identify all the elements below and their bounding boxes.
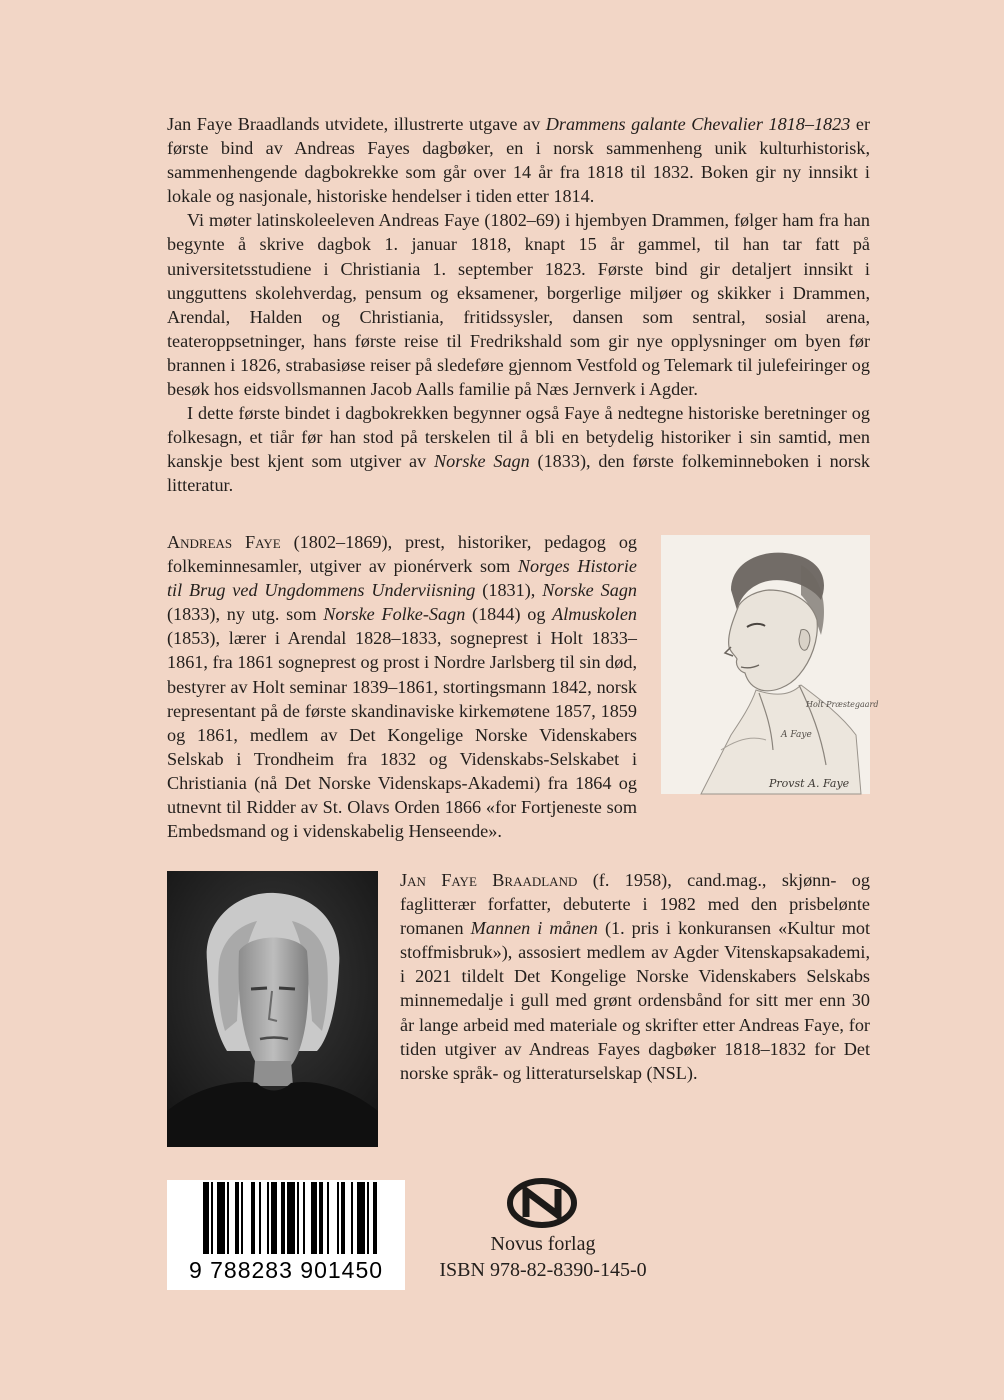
barcode-bar	[217, 1182, 225, 1254]
barcode-bar	[251, 1182, 255, 1254]
intro-p1-text-a: Jan Faye Braadlands utvidete, illustrerte utgave av	[167, 114, 546, 134]
barcode-bar	[311, 1182, 317, 1254]
publisher-name: Novus forlag	[490, 1233, 596, 1255]
barcode-bar	[211, 1182, 213, 1254]
sketch-signature-2: A Faye	[781, 730, 812, 740]
book-title: Drammens galante Chevalier 1818–1823	[545, 114, 851, 134]
intro-paragraph-2: Vi møter latinskoleeleven Andreas Faye (1802–69) i hjembyen Drammen, følger ham fra han begynte å skrive dagbok 1. januar 1818, knapt 15 år gammel, til han tar fatt på universitetsstudiene i Christiania 1. september 1823. Første bind gir detaljert innsikt i ungguttens skolehverdag, pensum og eksamener, borgerlige miljøer og skikker i Drammen, Arendal, Halden og Christiania, fritidssysler, dansen som sentral, sosial arena, teateroppsetninger, hans første reise til Fredrikshald som gir nye opplysninger om byen før brannen i 1826, strabasiøse reiser på sledeføre gjennom Vestfold og Telemark til julefeiringer og besøk hos eidsvollsmannen Jacob Aalls familie på Næs Jernverk i Agder.	[167, 210, 870, 400]
faye-bio-text-5: (1853), lærer i Arendal 1828–1833, sogneprest i Holt 1833–1861, fra 1861 sogneprest og prost i Nordre Jarlsberg til sin død, bestyrer av Holt seminar 1839–1861, stortingsmann 1842, norsk representant på de første skandinaviske kirkemøtene 1857, 1859 og 1861, medlem av Det Kongelige Norske Videnskabers Selskab i Trondheim fra 1832 og Videnskabs-Selskabet i Christiania (nå Det Norske Videnskaps-Akademi) fra 1864 og utnevnt til Ridder av St. Olavs Orden 1866 «for Fortjeneste som Embedsmand og i videnskabelig Henseende».	[167, 628, 637, 842]
barcode-bar	[327, 1182, 329, 1254]
barcode-bar	[373, 1182, 377, 1254]
sketch-signature-1: Holt Præstegaard	[806, 700, 879, 709]
faye-work-1: Norges Historie til Brug ved Ungdommens Underviisning	[167, 556, 637, 601]
intro-paragraph-1	[167, 112, 870, 208]
norske-sagn-title: Norske Sagn	[434, 451, 530, 472]
intro-p3-text-a: I dette første bindet i dagbokrekken begynner også Faye å nedtegne historiske beretninger og folkesagn, et tiår før han stod på terskelen til å bli en betydelig historiker i sin samtid, men kanskje best kjent som utgiver av	[167, 403, 870, 472]
barcode-bar	[297, 1182, 299, 1254]
barcode-number: 9 788283 901450	[188, 1257, 384, 1283]
barcode-bar	[303, 1182, 305, 1254]
intro-p3-text-b: (1833), den første folkeminneboken i norsk litteratur.	[167, 451, 870, 496]
barcode-bar	[337, 1182, 339, 1254]
faye-sketch-portrait	[661, 535, 879, 794]
barcode-bar	[367, 1182, 369, 1254]
isbn-number: ISBN 978-82-8390-145-0	[439, 1259, 647, 1281]
intro-paragraph-3	[167, 401, 870, 497]
novus-logo	[506, 1177, 578, 1229]
barcode-bar	[235, 1182, 239, 1254]
braadland-biography	[400, 868, 870, 1085]
barcode-bar	[281, 1182, 285, 1254]
barcode-bar	[351, 1182, 353, 1254]
barcode-bar	[357, 1182, 365, 1254]
isbn-barcode	[167, 1180, 405, 1290]
barcode-bar	[267, 1182, 269, 1254]
braadland-photo	[167, 871, 378, 1147]
faye-bio-text-4: (1844) og	[465, 604, 553, 625]
photo-drawing	[167, 871, 378, 1147]
intro-p1-text-b: er første bind av Andreas Fayes dagbøker, en i norsk sammenheng unik kulturhistorisk, sammenhengende dagbokrekke som går over 14 år fra 1818 til 1832. Boken gir ny innsikt i lokale og nasjonale, historiske hendelser i tiden etter 1814.	[167, 114, 871, 207]
faye-work-2: Norske Sagn	[542, 580, 638, 601]
braadland-bio-paragraph	[400, 868, 870, 1085]
braadland-bio-text-2: (1. pris i konkuransen «Kultur mot stoffmisbruk»), assosiert medlem av Agder Vitenskapsakademi, i 2021 tildelt Det Kongelige Norske Videnskabers Selskabs minnemedalje i gull med grønt ordensbånd for sitt mer enn 30 år lange arbeid med materiale og skrifter etter Andreas Faye, for tiden utgiver av Andreas Fayes dagbøker 1818–1832 for Det norske språk- og litteraturselskap (NSL).	[400, 918, 870, 1083]
barcode-bar	[287, 1182, 295, 1254]
faye-name: Andreas Faye	[167, 532, 281, 552]
sketch-signature-3: Provst A. Faye	[769, 777, 850, 790]
barcode-bar	[341, 1182, 345, 1254]
braadland-name: Jan Faye Braadland	[400, 870, 578, 890]
faye-biography	[167, 530, 637, 843]
barcode-bar	[319, 1182, 323, 1254]
barcode-bar	[259, 1182, 261, 1254]
faye-bio-paragraph	[167, 530, 637, 843]
intro-text	[167, 112, 870, 498]
faye-bio-text-2: (1831),	[475, 580, 543, 601]
faye-bio-text-1: (1802–1869), prest, historiker, pedagog og folkeminnesamler, utgiver av pionérverk som	[167, 532, 638, 577]
barcode-bar	[203, 1182, 209, 1254]
braadland-bio-text-1: (f. 1958), cand.mag., skjønn- og faglitterær forfatter, debuterte i 1982 med den prisbelønte romanen	[400, 870, 870, 939]
faye-bio-text-3: (1833), ny utg. som	[167, 604, 324, 625]
barcode-bars	[167, 1180, 405, 1260]
barcode-bar	[227, 1182, 229, 1254]
barcode-bar	[241, 1182, 243, 1254]
faye-work-3: Norske Folke-Sagn	[323, 604, 466, 625]
braadland-work-1: Mannen i månen	[470, 918, 598, 939]
sketch-drawing	[661, 535, 879, 794]
faye-work-4: Almuskolen	[552, 604, 637, 625]
barcode-bar	[271, 1182, 277, 1254]
